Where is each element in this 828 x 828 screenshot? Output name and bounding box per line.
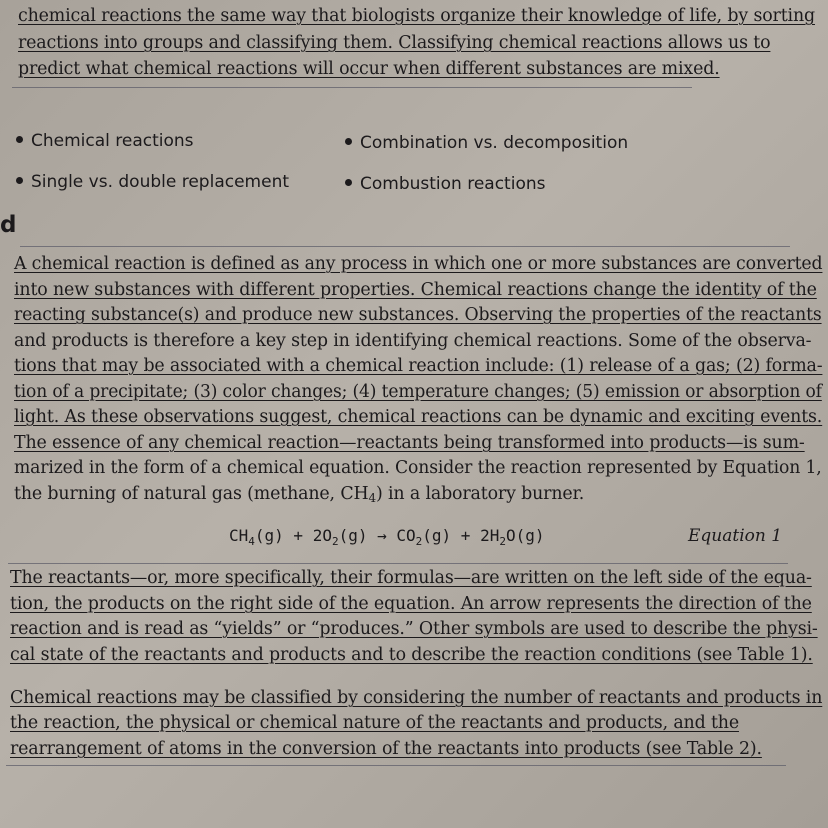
concept-item-combustion (345, 174, 545, 194)
p3-line-3: rearrangement of atoms in the conversion of the reactants into products (see Table 2). (10, 739, 762, 759)
p1-line-4: and products is therefore a key step in identifying chemical reactions. Some of the observa- (14, 331, 812, 351)
p1-line-10-text: the burning of natural gas (methane, CH (14, 484, 369, 504)
bullet-icon (16, 136, 23, 143)
p3-line-2: the reaction, the physical or chemical nature of the reactants and products, and the (10, 713, 739, 733)
p1-line-10-sub: 4 (368, 491, 376, 505)
p1-line-6: tion of a precipitate; (3) color changes; (4) temperature changes; (5) emission or absorption of (14, 382, 822, 402)
eq-sub: 4 (248, 535, 255, 549)
concept-item-combination (345, 133, 628, 153)
section-heading-fragment: d (0, 212, 17, 238)
eq-sub: 2 (415, 535, 423, 549)
p3-line-1: Chemical reactions may be classified by considering the number of reactants and products in (10, 688, 823, 708)
bullet-icon (345, 179, 352, 186)
pen-stroke (6, 765, 786, 766)
intro-line-3: predict what chemical reactions will occur when different substances are mixed. (18, 59, 720, 79)
p1-line-1: A chemical reaction is defined as any process in which one or more substances are converted (14, 254, 823, 274)
eq-sub: 2 (331, 535, 339, 549)
p1-line-10 (14, 484, 584, 508)
p2-line-1: The reactants—or, more specifically, their formulas—are written on the left side of the equa- (10, 568, 812, 588)
intro-line-2: reactions into groups and classifying them. Classifying chemical reactions allows us to (18, 33, 771, 53)
concept-item-chemical-reactions (16, 131, 194, 151)
concept-label: Chemical reactions (31, 131, 194, 151)
p2-line-2: tion, the products on the right side of the equation. An arrow represents the direction of the (10, 594, 812, 614)
p2-line-3: reaction and is read as “yields” or “produces.” Other symbols are used to describe the physi- (10, 619, 818, 639)
p1-line-7: light. As these observations suggest, chemical reactions can be dynamic and exciting events. (14, 407, 823, 427)
p1-line-8: The essence of any chemical reaction—reactants being transformed into products—is sum- (14, 433, 805, 453)
pen-stroke (20, 246, 790, 247)
eq-part: (g) + 2H (422, 526, 500, 545)
p1-line-9: marized in the form of a chemical equation. Consider the reaction represented by Equation 1, (14, 458, 822, 478)
eq-part: (g) + 2O (254, 526, 332, 545)
concept-label: Single vs. double replacement (31, 172, 290, 192)
intro-line-1: chemical reactions the same way that biologists organize their knowledge of life, by sorting (18, 6, 815, 26)
pen-stroke (12, 87, 692, 88)
p1-line-10-end: ) in a laboratory burner. (376, 484, 585, 504)
equation-label: Equation 1 (688, 526, 783, 546)
p1-line-5: tions that may be associated with a chemical reaction include: (1) release of a gas; (2) forma- (14, 356, 823, 376)
bullet-icon (16, 177, 23, 184)
eq-part: O(g) (505, 526, 545, 545)
concept-label: Combustion reactions (360, 174, 546, 194)
p1-line-2: into new substances with different properties. Chemical reactions change the identity of the (14, 280, 817, 300)
eq-ch: CH (229, 526, 249, 545)
eq-part: (g) → CO (338, 526, 416, 545)
concept-item-replacement (16, 172, 289, 192)
p2-line-4: cal state of the reactants and products and to describe the reaction conditions (see Table 1). (10, 645, 813, 665)
bullet-icon (345, 138, 352, 145)
pen-stroke (8, 563, 788, 564)
eq-sub: 2 (499, 535, 506, 549)
p1-line-3: reacting substance(s) and produce new substances. Observing the properties of the reactants (14, 305, 822, 325)
chemical-equation (229, 525, 544, 553)
concept-label: Combination vs. decomposition (360, 133, 629, 153)
